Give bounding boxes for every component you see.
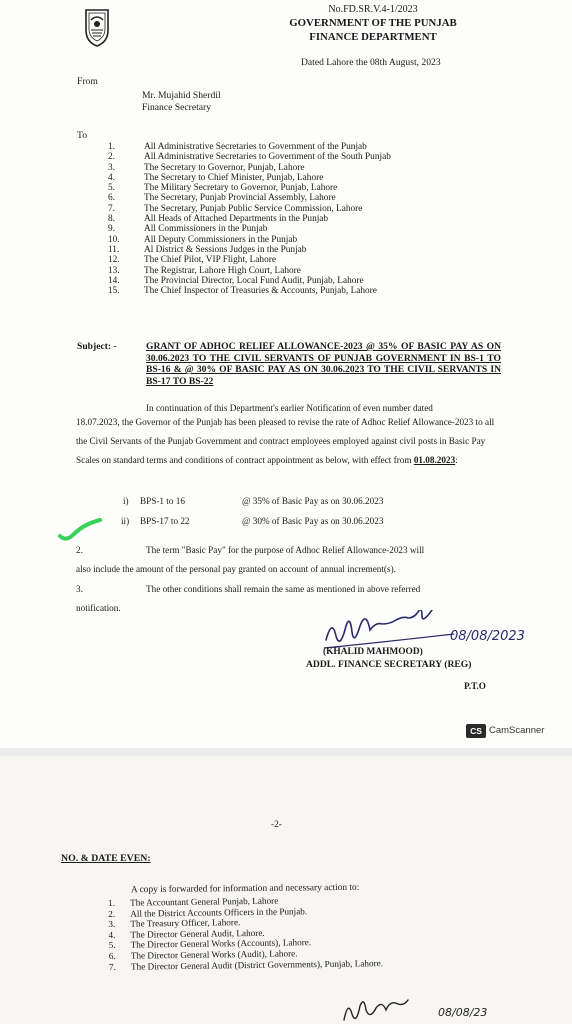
page-two	[0, 756, 572, 1024]
subject-text: GRANT OF ADHOC RELIEF ALLOWANCE-2023 @ 35% OF BASIC PAY AS ON 30.06.2023 TO THE CIVIL SERVANTS OF PUNJAB GOVERNMENT IN BS-1 TO BS-16 & @ 30% OF BASIC PAY AS ON 30.06.2023 TO THE CIVIL SERVANTS IN BS-17 TO BS-22	[146, 341, 501, 387]
paragraph-three-number: 3.	[76, 584, 83, 594]
handwritten-date: 08/08/2023	[450, 629, 525, 644]
paragraph-two-lead: The term "Basic Pay" for the purpose of Adhoc Relief Allowance-2023 will	[146, 545, 425, 555]
page-separator	[0, 748, 572, 756]
list-item: 6. The Director General Works (Audit), Lahore.	[108, 948, 298, 961]
list-item: 3. The Treasury Officer, Lahore.	[108, 917, 241, 930]
copy-heading: NO. & DATE EVEN:	[61, 853, 151, 864]
list-item: 15. The Chief Inspector of Treasuries & Accounts, Punjab, Lahore	[108, 286, 377, 297]
reference-number: No.FD.SR.V.4-1/2023	[328, 4, 418, 15]
paragraph-two-text: also include the amount of the personal pay granted on account of annual increment(s).	[76, 564, 396, 574]
list-item: 14. The Provincial Director, Local Fund Audit, Punjab, Lahore	[108, 275, 364, 286]
rate-scale: BPS-1 to 16	[140, 496, 185, 506]
rate-value: @ 35% of Basic Pay as on 30.06.2023	[242, 496, 384, 506]
list-item: 2. All Administrative Secretaries to Government of the South Punjab	[108, 152, 391, 163]
green-tick-mark-icon	[56, 514, 106, 542]
list-item: 7. The Director General Audit (District Governments), Punjab, Lahore.	[108, 957, 384, 972]
list-item: 8. All Heads of Attached Departments in the Punjab	[108, 214, 329, 225]
punjab-government-emblem-icon	[80, 8, 114, 48]
signatory-name: (KHALID MAHMOOD)	[323, 647, 423, 657]
camscanner-logo-icon: CS	[466, 724, 486, 738]
from-label: From	[77, 76, 98, 87]
camscanner-watermark: CamScanner	[489, 725, 545, 736]
paragraph-three-text: notification.	[76, 603, 121, 613]
list-item: 7. The Secretary, Punjab Public Service Commission, Lahore	[108, 203, 363, 214]
list-item: 10. All Deputy Commissioners in the Punjab	[108, 234, 298, 245]
letter-date: Dated Lahore the 08th August, 2023	[301, 57, 441, 68]
rate-row	[123, 496, 383, 506]
list-item: 6. The Secretary, Punjab Provincial Assembly, Lahore	[108, 193, 336, 204]
list-item: 5. The Director General Works (Accounts), Lahore.	[108, 937, 312, 951]
to-label: To	[77, 130, 87, 141]
page-number: -2-	[271, 820, 282, 830]
please-turn-over: P.T.O	[464, 681, 486, 691]
paragraph-three-lead: The other conditions shall remain the same as mentioned in above referred	[146, 584, 421, 594]
list-item: 1. All Administrative Secretaries to Government of the Punjab	[108, 142, 367, 152]
sender-name: Mr. Mujahid Sherdil	[142, 90, 221, 101]
recipient-list	[108, 142, 391, 296]
list-item: 9. All Commissioners in the Punjab	[108, 224, 268, 235]
list-item: 2. All the District Accounts Officers in the Punjab.	[108, 905, 308, 919]
effective-date-suffix: :	[455, 455, 458, 465]
rate-scale: BPS-17 to 22	[140, 516, 190, 526]
rate-row	[121, 516, 383, 526]
list-item: 5. The Military Secretary to Governor, Punjab, Lahore	[108, 183, 338, 194]
rate-index: i)	[123, 496, 129, 506]
rate-index: ii)	[121, 516, 130, 526]
paragraph-one-text: 18.07.2023, the Governor of the Punjab has been pleased to revise the rate of Adhoc Relief Allowance-2023 to all the Civil Servants of the Punjab Government and contract employees employed against civil posts in Basic Pay Scales on standard terms and conditions of contract appointment as below, with effect from	[76, 417, 495, 465]
list-item: 3. The Secretary to Governor, Punjab, Lahore	[108, 162, 305, 173]
list-item: 11. Al District & Sessions Judges in the Punjab	[108, 244, 307, 255]
list-item: 1. The Accountant General Punjab, Lahore	[108, 895, 279, 908]
list-item: 4. The Director General Audit, Lahore.	[108, 927, 265, 940]
paragraph-one-lead: In continuation of this Department's earlier Notification of even number dated	[146, 403, 433, 413]
page-two-signature-date: 08/08/23	[438, 1006, 488, 1019]
paragraph-two-number: 2.	[76, 545, 83, 555]
department-heading: FINANCE DEPARTMENT	[309, 31, 437, 43]
subject-label: Subject: -	[77, 341, 117, 352]
government-heading: GOVERNMENT OF THE PUNJAB	[289, 17, 457, 29]
signatory-designation: ADDL. FINANCE SECRETARY (REG)	[306, 659, 472, 670]
sender-designation: Finance Secretary	[142, 102, 211, 113]
paragraph-one	[76, 413, 501, 470]
copy-intro: A copy is forwarded for information and necessary action to:	[130, 882, 360, 896]
list-item: 13. The Registrar, Lahore High Court, Lahore	[108, 265, 301, 276]
rate-value: @ 30% of Basic Pay as on 30.06.2023	[242, 516, 384, 526]
list-item: 4. The Secretary to Chief Minister, Punjab, Lahore	[108, 172, 324, 183]
page-two-signature	[334, 994, 514, 1024]
copy-recipient-list	[108, 894, 383, 972]
effective-date: 01.08.2023	[413, 455, 456, 465]
list-item: 12. The Chief Pilot, VIP Flight, Lahore	[108, 255, 276, 266]
